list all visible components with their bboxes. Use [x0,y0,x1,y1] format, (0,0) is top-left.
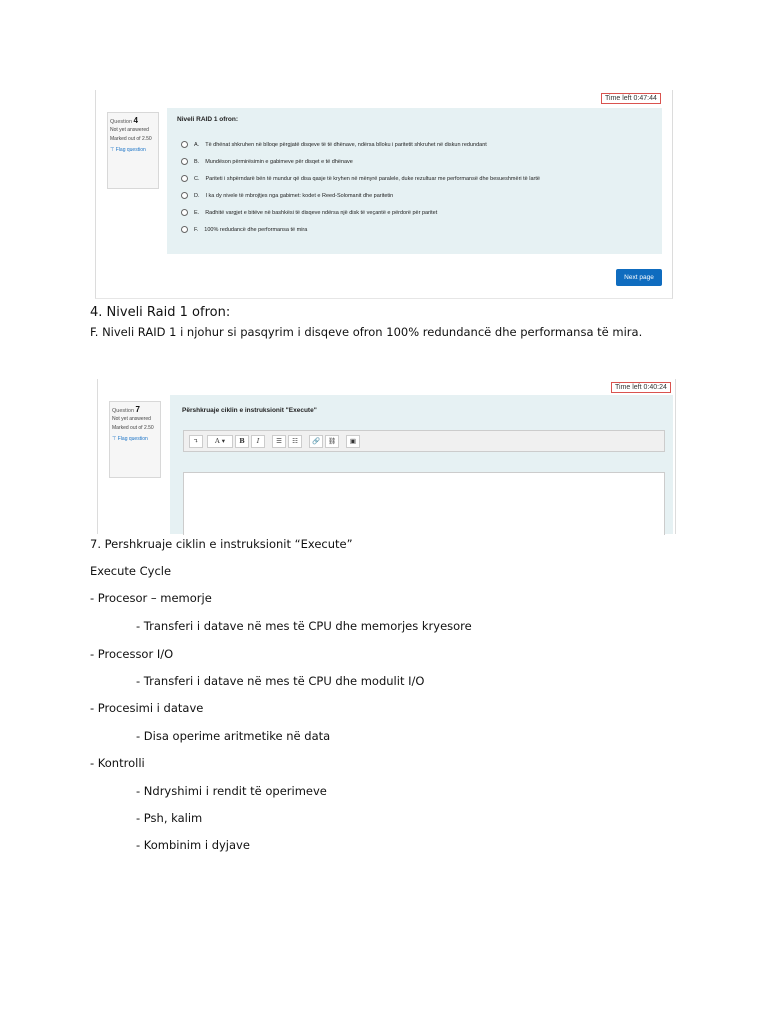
option-a[interactable]: A. Të dhënat shkruhen në blloqe përgjatë disqeve të të dhënave, ndërsa blloku i paritetit shkruhet në diskun redundant [181,141,487,148]
option-c[interactable]: C. Pariteti i shpërndarë bën të mundur që disa qasje të kryhen në mënyrë paralele, duke rezultuar me performansë dhe besueshmëri të lartë [181,175,540,182]
question-content [167,108,662,254]
timer: Time left 0:47:44 [601,93,661,104]
unordered-list-icon[interactable]: ☰ [272,435,286,448]
answer-editor[interactable] [183,472,665,535]
expand-toolbar-icon[interactable]: ↴ [189,435,203,448]
question-number: Question 4 [110,116,138,125]
question-status: Not yet answered [110,127,149,133]
radio-icon[interactable] [181,175,188,182]
question-info [107,112,159,189]
option-b[interactable]: B. Mundëson përmirësimin e gabimeve për disqet e të dhënave [181,158,353,165]
answer-7-heading: 7. Pershkruaje ciklin e instruksionit “Execute” [90,537,353,551]
flag-question-link[interactable]: ⊤ Flag question [110,146,146,153]
answer-4-heading: 4. Niveli Raid 1 ofron: [90,305,231,320]
answer-line: - Kontrolli [90,756,145,770]
next-page-button[interactable]: Next page [616,269,662,286]
flag-icon: ⊤ [110,146,115,153]
answer-line: - Procesimi i datave [90,701,204,715]
flag-icon: ⊤ [112,435,117,442]
question-number: Question 7 [112,405,140,414]
option-f[interactable]: F. 100% redudancë dhe performansa të mira [181,226,307,233]
radio-icon[interactable] [181,192,188,199]
font-style-button[interactable]: A ▾ [207,435,233,448]
italic-button[interactable]: I [251,435,265,448]
radio-icon[interactable] [181,141,188,148]
radio-icon[interactable] [181,226,188,233]
answer-4-text: F. Niveli RAID 1 i njohur si pasqyrim i disqeve ofron 100% redundancë dhe performansa të mira. [90,325,643,339]
question-text: Përshkruaje ciklin e instruksionit "Execute" [182,407,317,414]
option-d[interactable]: D. I ka dy nivele të mbrojtjes nga gabimet: kodet e Reed-Solomanit dhe paritetin [181,192,393,199]
flag-question-link[interactable]: ⊤ Flag question [112,435,148,442]
question-4-screenshot [95,90,673,299]
ordered-list-icon[interactable]: ☷ [288,435,302,448]
radio-icon[interactable] [181,158,188,165]
question-status: Not yet answered [112,416,151,422]
question-marks: Marked out of 2.50 [110,135,152,142]
answer-line: Execute Cycle [90,564,172,578]
question-text: Niveli RAID 1 ofron: [177,116,239,123]
answer-line: - Disa operime aritmetike në data [136,729,331,743]
bold-button[interactable]: B [235,435,249,448]
answer-line: - Psh, kalim [136,811,203,825]
answer-line: - Procesor – memorje [90,591,212,605]
question-content [170,395,673,534]
radio-icon[interactable] [181,209,188,216]
unlink-icon[interactable]: ⛓ [325,435,339,448]
answer-line: - Ndryshimi i rendit të operimeve [136,784,327,798]
image-icon[interactable]: ▣ [346,435,360,448]
question-7-screenshot [97,379,676,534]
answer-line: - Kombinim i dyjave [136,838,250,852]
link-icon[interactable]: 🔗 [309,435,323,448]
answer-line: - Transferi i datave në mes të CPU dhe memorjes kryesore [136,619,472,633]
answer-line: - Transferi i datave në mes të CPU dhe modulit I/O [136,674,425,688]
question-info [109,401,161,478]
question-marks: Marked out of 2.50 [112,424,154,431]
editor-toolbar [183,430,665,452]
timer: Time left 0:40:24 [611,382,671,393]
option-e[interactable]: E. Radhitë vargjet e bitëve në bashkësi të disqeve ndërsa një disk të veçantë e përdorë për paritet [181,209,437,216]
answer-line: - Processor I/O [90,647,174,661]
